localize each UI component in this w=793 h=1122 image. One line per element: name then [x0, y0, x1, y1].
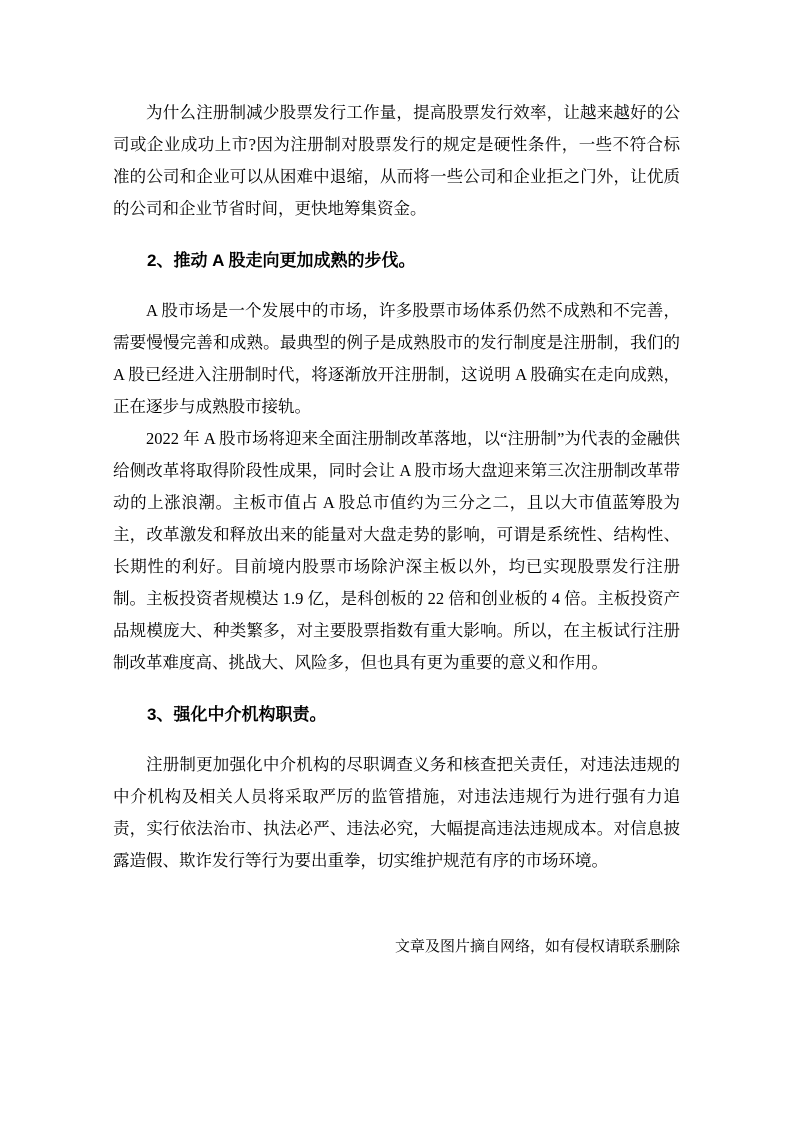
paragraph-intermediary-duties: 注册制更加强化中介机构的尽职调查义务和核查把关责任，对违法违规的中介机构及相关人员将采取严厉的监管措施，对违法违规行为进行强有力追责，实行依法治市、执法必严、违法必究，大幅提高违法违规成本。对信息披露造假、欺诈发行等行为要出重拳，切实维护规范有序的市场环境。: [113, 755, 680, 870]
section-heading-2: 2、推动 A 股走向更加成熟的步伐。: [147, 251, 416, 270]
paragraph-2022-reform: 2022 年 A 股市场将迎来全面注册制改革落地，以“注册制”为代表的金融供给侧改革将取得阶段性成果，同时会让 A 股市场大盘迎来第三次注册制改革带动的上涨浪潮。主板市值占 A 股总市值约为三分之二，且以大市值蓝筹股为主，改革激发和释放出来的能量对大盘走势的影响，可谓是系统性、结构性、长期性的利好。目前境内股票市场除沪深主板以外，均已实现股票发行注册制。主板投资者规模达 1.9 亿，是科创板的 22 倍和创业板的 4 倍。主板投资产品规模庞大、种类繁多，对主要股票指数有重大影响。所以，在主板试行注册制改革难度高、挑战大、风险多，但也具有更为重要的意义和作用。: [113, 429, 680, 672]
section-heading-3: 3、强化中介机构职责。: [147, 705, 327, 724]
paragraph-why-registration-system: 为什么注册制减少股票发行工作量，提高股票发行效率，让越来越好的公司或企业成功上市?因为注册制对股票发行的规定是硬性条件，一些不符合标准的公司和企业可以从困难中退缩，从而将一些公司和企业拒之门外，让优质的公司和企业节省时间，更快地筹集资金。: [113, 103, 680, 218]
attribution-note: 文章及图片摘自网络，如有侵权请联系删除: [394, 939, 680, 955]
paragraph-a-share-maturing: A 股市场是一个发展中的市场，许多股票市场体系仍然不成熟和不完善，需要慢慢完善和成熟。最典型的例子是成熟股市的发行制度是注册制，我们的 A 股已经进入注册制时代，将逐渐放开注册制，这说明 A 股确实在走向成熟，正在逐步与成熟股市接轨。: [113, 301, 680, 416]
document-content: [113, 97, 680, 959]
